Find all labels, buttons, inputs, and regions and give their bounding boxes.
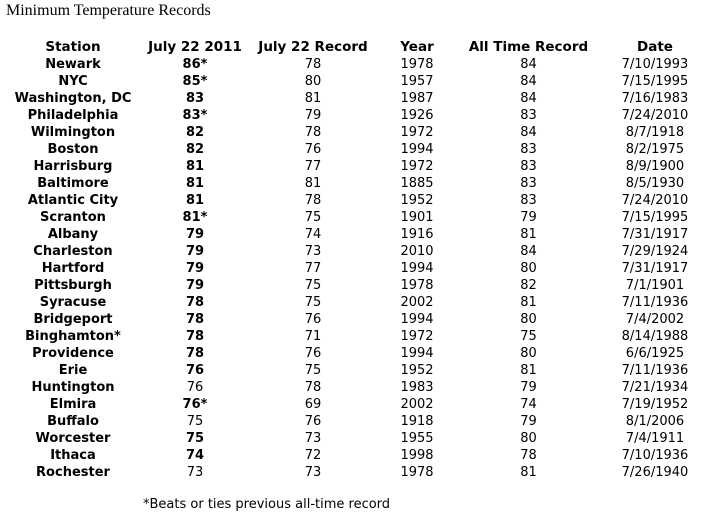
table-row bbox=[0, 345, 705, 362]
july-22-record-cell: 76 bbox=[304, 312, 322, 327]
july-22-record-cell: 75 bbox=[304, 295, 322, 310]
july-22-record-cell: 78 bbox=[304, 380, 322, 395]
table-row bbox=[0, 362, 705, 379]
july-22-2011-cell: 78 bbox=[185, 329, 205, 344]
all-time-record-cell: 83 bbox=[520, 142, 537, 157]
july-22-record-cell: 73 bbox=[304, 244, 322, 259]
table-row bbox=[0, 413, 705, 430]
year-cell: 1994 bbox=[400, 142, 434, 157]
station-cell: Binghamton* bbox=[25, 329, 121, 344]
table-row bbox=[0, 158, 705, 175]
date-cell: 6/6/1925 bbox=[625, 346, 685, 361]
year-cell: 2002 bbox=[400, 397, 434, 412]
july-22-record-cell: 76 bbox=[304, 346, 322, 361]
july-22-2011-cell: 79 bbox=[185, 278, 205, 293]
date-cell: 8/1/2006 bbox=[625, 414, 685, 429]
all-time-record-cell: 84 bbox=[520, 57, 537, 72]
station-cell: Philadelphia bbox=[27, 108, 119, 123]
date-cell: 7/15/1995 bbox=[621, 210, 689, 225]
date-cell: 7/31/1917 bbox=[621, 261, 689, 276]
july-22-record-cell: 78 bbox=[304, 57, 322, 72]
table-header-row bbox=[0, 38, 705, 56]
year-cell: 1952 bbox=[400, 193, 434, 208]
all-time-record-cell: 81 bbox=[520, 465, 537, 480]
year-cell: 1972 bbox=[400, 329, 434, 344]
july-22-2011-cell: 76 bbox=[186, 380, 204, 395]
all-time-record-cell: 82 bbox=[520, 278, 537, 293]
july-22-2011-cell: 82 bbox=[185, 125, 205, 140]
date-cell: 7/21/1934 bbox=[621, 380, 689, 395]
year-cell: 1885 bbox=[400, 176, 434, 191]
table-row bbox=[0, 56, 705, 73]
july-22-record-cell: 80 bbox=[304, 74, 322, 89]
records-table bbox=[0, 38, 705, 481]
date-cell: 7/10/1936 bbox=[621, 448, 689, 463]
footnote: *Beats or ties previous all-time record bbox=[143, 497, 391, 512]
july-22-2011-cell: 81* bbox=[182, 210, 208, 225]
all-time-record-cell: 84 bbox=[520, 74, 537, 89]
header-station: Station bbox=[45, 38, 101, 55]
date-cell: 7/29/1924 bbox=[621, 244, 689, 259]
table-row bbox=[0, 430, 705, 447]
date-cell: 7/11/1936 bbox=[621, 363, 689, 378]
july-22-record-cell: 81 bbox=[304, 176, 322, 191]
all-time-record-cell: 80 bbox=[520, 346, 537, 361]
all-time-record-cell: 79 bbox=[520, 414, 537, 429]
table-row bbox=[0, 175, 705, 192]
july-22-2011-cell: 85* bbox=[182, 74, 208, 89]
station-cell: Harrisburg bbox=[33, 159, 113, 174]
header-all-time-record: All Time Record bbox=[468, 38, 589, 55]
date-cell: 8/5/1930 bbox=[625, 176, 685, 191]
july-22-2011-cell: 78 bbox=[185, 295, 205, 310]
date-cell: 7/16/1983 bbox=[621, 91, 689, 106]
all-time-record-cell: 83 bbox=[520, 159, 537, 174]
station-cell: Newark bbox=[45, 57, 101, 72]
july-22-record-cell: 75 bbox=[304, 210, 322, 225]
header-july-22-2011: July 22 2011 bbox=[148, 38, 242, 55]
station-cell: Charleston bbox=[33, 244, 113, 259]
july-22-record-cell: 77 bbox=[304, 159, 322, 174]
year-cell: 1901 bbox=[400, 210, 434, 225]
year-cell: 2010 bbox=[400, 244, 434, 259]
table-row bbox=[0, 73, 705, 90]
date-cell: 7/4/2002 bbox=[625, 312, 685, 327]
station-cell: Huntington bbox=[31, 380, 115, 395]
july-22-2011-cell: 82 bbox=[185, 142, 205, 157]
year-cell: 1955 bbox=[400, 431, 434, 446]
date-cell: 7/10/1993 bbox=[621, 57, 689, 72]
date-cell: 7/26/1940 bbox=[621, 465, 689, 480]
july-22-record-cell: 77 bbox=[304, 261, 322, 276]
all-time-record-cell: 79 bbox=[520, 380, 537, 395]
station-cell: Syracuse bbox=[39, 295, 107, 310]
year-cell: 1972 bbox=[400, 125, 434, 140]
all-time-record-cell: 81 bbox=[520, 295, 537, 310]
all-time-record-cell: 84 bbox=[520, 91, 537, 106]
table-row bbox=[0, 277, 705, 294]
all-time-record-cell: 84 bbox=[520, 244, 537, 259]
station-cell: Wilmington bbox=[30, 125, 116, 140]
station-cell: Albany bbox=[47, 227, 99, 242]
july-22-record-cell: 76 bbox=[304, 142, 322, 157]
station-cell: Washington, DC bbox=[14, 91, 132, 106]
table-row bbox=[0, 141, 705, 158]
station-cell: Erie bbox=[58, 363, 88, 378]
july-22-2011-cell: 81 bbox=[185, 193, 205, 208]
july-22-2011-cell: 81 bbox=[185, 159, 205, 174]
table-row bbox=[0, 464, 705, 481]
year-cell: 1994 bbox=[400, 312, 434, 327]
all-time-record-cell: 80 bbox=[520, 312, 537, 327]
july-22-2011-cell: 78 bbox=[185, 312, 205, 327]
date-cell: 8/7/1918 bbox=[625, 125, 685, 140]
table-row bbox=[0, 90, 705, 107]
july-22-2011-cell: 78 bbox=[185, 346, 205, 361]
table-row bbox=[0, 311, 705, 328]
table-row bbox=[0, 209, 705, 226]
table-row bbox=[0, 379, 705, 396]
year-cell: 1998 bbox=[400, 448, 434, 463]
table-row bbox=[0, 260, 705, 277]
all-time-record-cell: 78 bbox=[520, 448, 537, 463]
header-year: Year bbox=[400, 38, 434, 55]
table-row bbox=[0, 328, 705, 345]
station-cell: Bridgeport bbox=[33, 312, 113, 327]
date-cell: 7/19/1952 bbox=[621, 397, 689, 412]
july-22-2011-cell: 79 bbox=[185, 244, 205, 259]
year-cell: 1916 bbox=[400, 227, 434, 242]
year-cell: 1994 bbox=[400, 261, 434, 276]
july-22-2011-cell: 76 bbox=[185, 363, 205, 378]
year-cell: 1978 bbox=[400, 278, 434, 293]
july-22-2011-cell: 73 bbox=[186, 465, 204, 480]
date-cell: 8/2/1975 bbox=[625, 142, 685, 157]
all-time-record-cell: 81 bbox=[520, 363, 537, 378]
date-cell: 7/11/1936 bbox=[621, 295, 689, 310]
year-cell: 1994 bbox=[400, 346, 434, 361]
station-cell: Ithaca bbox=[50, 448, 96, 463]
year-cell: 1952 bbox=[400, 363, 434, 378]
all-time-record-cell: 83 bbox=[520, 176, 537, 191]
table-row bbox=[0, 192, 705, 209]
date-cell: 7/24/2010 bbox=[621, 108, 689, 123]
table-row bbox=[0, 294, 705, 311]
date-cell: 8/14/1988 bbox=[621, 329, 689, 344]
all-time-record-cell: 74 bbox=[520, 397, 537, 412]
station-cell: Boston bbox=[47, 142, 99, 157]
july-22-2011-cell: 81 bbox=[185, 176, 205, 191]
july-22-record-cell: 75 bbox=[304, 278, 322, 293]
table-body bbox=[0, 56, 705, 481]
station-cell: Providence bbox=[32, 346, 114, 361]
year-cell: 1978 bbox=[400, 465, 434, 480]
station-cell: Baltimore bbox=[37, 176, 109, 191]
year-cell: 1918 bbox=[400, 414, 434, 429]
table-row bbox=[0, 226, 705, 243]
date-cell: 7/15/1995 bbox=[621, 74, 689, 89]
july-22-2011-cell: 79 bbox=[185, 227, 205, 242]
july-22-record-cell: 79 bbox=[304, 108, 322, 123]
table-row bbox=[0, 396, 705, 413]
date-cell: 7/24/2010 bbox=[621, 193, 689, 208]
station-cell: Atlantic City bbox=[27, 193, 119, 208]
july-22-record-cell: 71 bbox=[304, 329, 322, 344]
station-cell: Hartford bbox=[41, 261, 105, 276]
station-cell: Worcester bbox=[35, 431, 111, 446]
july-22-2011-cell: 75 bbox=[185, 431, 205, 446]
table-row bbox=[0, 447, 705, 464]
july-22-2011-cell: 83* bbox=[182, 108, 208, 123]
year-cell: 1957 bbox=[400, 74, 434, 89]
july-22-2011-cell: 76* bbox=[182, 397, 208, 412]
station-cell: Elmira bbox=[49, 397, 97, 412]
all-time-record-cell: 83 bbox=[520, 108, 537, 123]
july-22-record-cell: 81 bbox=[304, 91, 322, 106]
july-22-record-cell: 73 bbox=[304, 465, 322, 480]
header-july-22-record: July 22 Record bbox=[258, 38, 368, 55]
all-time-record-cell: 80 bbox=[520, 261, 537, 276]
station-cell: NYC bbox=[58, 74, 88, 89]
july-22-2011-cell: 83 bbox=[185, 91, 205, 106]
table-row bbox=[0, 124, 705, 141]
july-22-record-cell: 73 bbox=[304, 431, 322, 446]
station-cell: Buffalo bbox=[47, 414, 99, 429]
july-22-record-cell: 78 bbox=[304, 193, 322, 208]
july-22-2011-cell: 75 bbox=[186, 414, 204, 429]
july-22-2011-cell: 86* bbox=[182, 57, 208, 72]
table-row bbox=[0, 243, 705, 260]
all-time-record-cell: 79 bbox=[520, 210, 537, 225]
station-cell: Rochester bbox=[36, 465, 110, 480]
all-time-record-cell: 81 bbox=[520, 227, 537, 242]
date-cell: 7/4/1911 bbox=[625, 431, 685, 446]
station-cell: Pittsburgh bbox=[34, 278, 112, 293]
year-cell: 1972 bbox=[400, 159, 434, 174]
year-cell: 1983 bbox=[400, 380, 434, 395]
july-22-record-cell: 78 bbox=[304, 125, 322, 140]
july-22-record-cell: 74 bbox=[304, 227, 322, 242]
year-cell: 2002 bbox=[400, 295, 434, 310]
july-22-record-cell: 72 bbox=[304, 448, 322, 463]
header-date: Date bbox=[637, 38, 673, 55]
table-row bbox=[0, 107, 705, 124]
date-cell: 7/31/1917 bbox=[621, 227, 689, 242]
date-cell: 7/1/1901 bbox=[625, 278, 685, 293]
all-time-record-cell: 83 bbox=[520, 193, 537, 208]
july-22-record-cell: 69 bbox=[304, 397, 322, 412]
july-22-record-cell: 76 bbox=[304, 414, 322, 429]
station-cell: Scranton bbox=[40, 210, 106, 225]
all-time-record-cell: 75 bbox=[520, 329, 537, 344]
year-cell: 1978 bbox=[400, 57, 434, 72]
all-time-record-cell: 80 bbox=[520, 431, 537, 446]
page-title: Minimum Temperature Records bbox=[6, 2, 211, 19]
date-cell: 8/9/1900 bbox=[625, 159, 685, 174]
july-22-record-cell: 75 bbox=[304, 363, 322, 378]
july-22-2011-cell: 74 bbox=[185, 448, 205, 463]
all-time-record-cell: 84 bbox=[520, 125, 537, 140]
july-22-2011-cell: 79 bbox=[185, 261, 205, 276]
year-cell: 1926 bbox=[400, 108, 434, 123]
year-cell: 1987 bbox=[400, 91, 434, 106]
